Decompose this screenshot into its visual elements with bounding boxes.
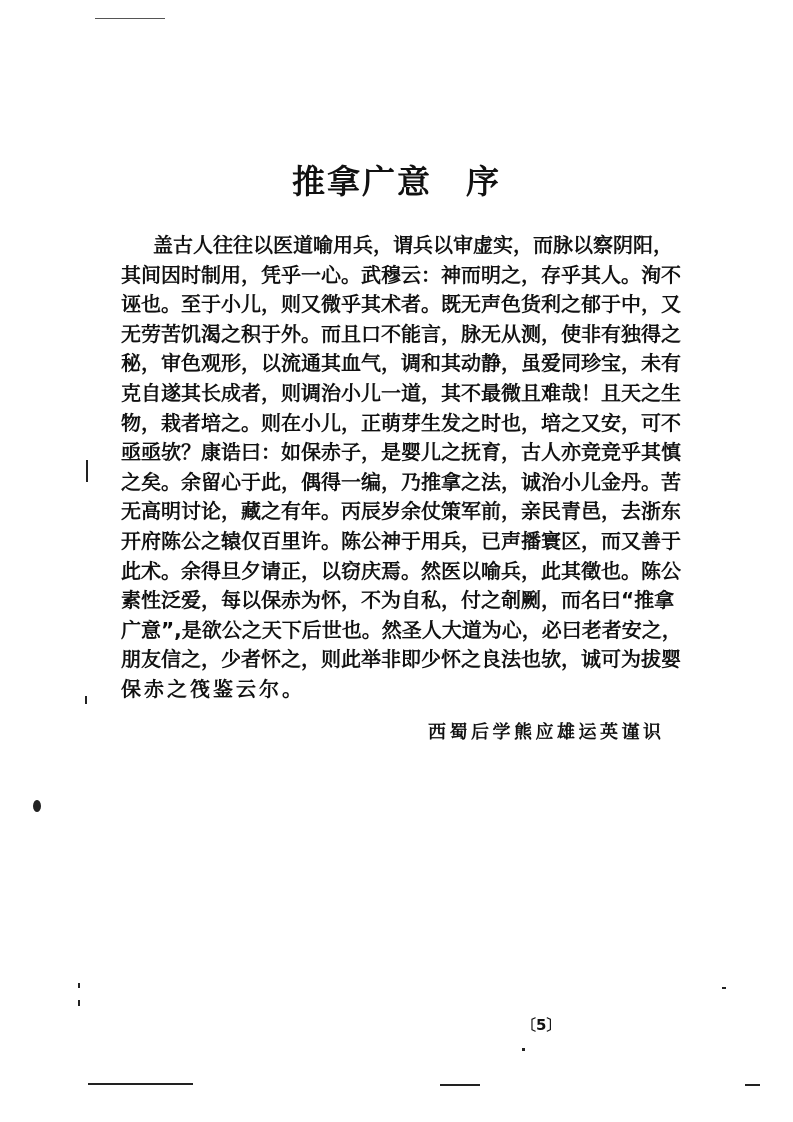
scan-artifact bbox=[95, 18, 165, 19]
page-title bbox=[0, 156, 793, 203]
title-suffix: 序 bbox=[466, 162, 501, 201]
text-line: 盖古人往往以医道喻用兵，谓兵以审虚实，而脉以察阴阳， bbox=[153, 233, 673, 257]
scan-artifact bbox=[722, 987, 726, 989]
text-line: 广意”,是欲公之天下后世也。然圣人大道为心，必曰老者安之， bbox=[121, 617, 682, 642]
text-line: 诬也。至于小儿，则又微乎其术者。既无声色货利之郁于中，又 bbox=[121, 292, 681, 317]
text-line: 克自遂其长成者，则调治小儿一道，其不最微且难哉！且天之生 bbox=[121, 380, 681, 405]
text-line: 之矣。余留心于此，偶得一编，乃推拿之法，诚治小儿金丹。苦 bbox=[121, 469, 681, 494]
text-line: 开府陈公之辕仅百里许。陈公神于用兵，已声播寰区，而又善于 bbox=[121, 528, 681, 553]
text-line: 无高明讨论，藏之有年。丙辰岁余仗策军前，亲民青邑，去浙东 bbox=[121, 499, 681, 524]
scan-artifact bbox=[522, 1048, 525, 1051]
scan-artifact bbox=[745, 1084, 760, 1086]
scan-artifact bbox=[85, 696, 87, 704]
preface-body bbox=[121, 231, 682, 705]
scan-artifact bbox=[88, 1083, 193, 1085]
text-line: 保赤之筏鉴云尔。 bbox=[121, 676, 305, 701]
text-line: 秘，审色观形，以流通其血气，调和其动静，虽爱同珍宝，未有 bbox=[121, 351, 681, 376]
scan-artifact bbox=[33, 800, 41, 812]
text-line: 亟亟欤？康诰曰：如保赤子，是婴儿之抚育，古人亦竞竞乎其慎 bbox=[121, 440, 681, 465]
scan-artifact bbox=[78, 1000, 80, 1006]
title-main: 推拿广意 bbox=[292, 162, 432, 201]
text-line: 无劳苦饥渴之积于外。而且口不能言，脉无从测，使非有独得之 bbox=[121, 321, 681, 346]
signature: 西蜀后学熊应雄运英谨识 bbox=[428, 722, 665, 743]
text-line: 此术。余得旦夕请正，以窃庆焉。然医以喻兵，此其徵也。陈公 bbox=[121, 558, 681, 583]
scan-artifact bbox=[78, 983, 80, 988]
text-line: 其间因时制用，凭乎一心。武穆云：神而明之，存乎其人。洵不 bbox=[121, 262, 681, 287]
text-line: 素性泛爱，每以保赤为怀，不为自私，付之剞劂，而名曰“推拿 bbox=[121, 588, 675, 613]
scan-artifact bbox=[440, 1084, 480, 1086]
scan-artifact bbox=[86, 460, 88, 482]
text-line: 朋友信之，少者怀之，则此举非即少怀之良法也欤，诚可为拔婴 bbox=[121, 647, 681, 672]
text-line: 物，栽者培之。则在小儿，正萌芽生发之时也，培之又安，可不 bbox=[121, 410, 681, 435]
page-number: 〔5〕 bbox=[521, 1016, 562, 1034]
